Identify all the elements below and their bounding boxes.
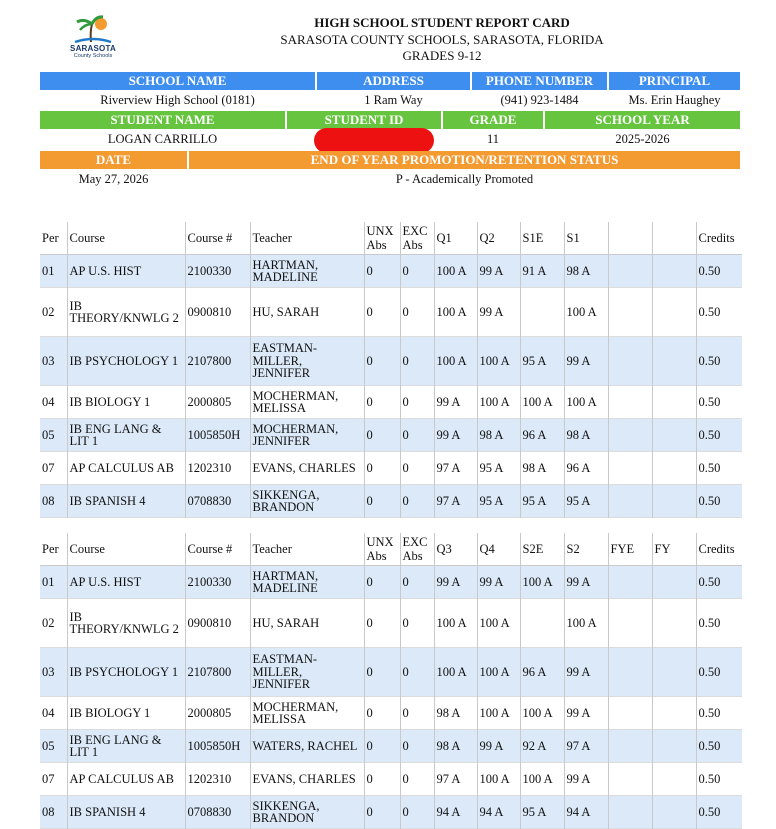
cell-period: 04 bbox=[40, 697, 67, 730]
cell-excused-absences: 0 bbox=[400, 419, 434, 452]
cell-final bbox=[652, 697, 696, 730]
cell-teacher: HARTMAN, MADELINE bbox=[250, 566, 364, 599]
cell-excused-absences: 0 bbox=[400, 796, 434, 829]
cell-grade-2: 100 A bbox=[477, 386, 520, 419]
table-row bbox=[40, 599, 742, 648]
cell-final-exam bbox=[608, 599, 652, 648]
cell-grade-2: 95 A bbox=[477, 485, 520, 518]
cell-teacher: HU, SARAH bbox=[250, 288, 364, 337]
column-header-final-exam: FYE bbox=[608, 533, 652, 566]
cell-period: 03 bbox=[40, 648, 67, 697]
table-row bbox=[40, 697, 742, 730]
cell-semester: 100 A bbox=[564, 386, 608, 419]
cell-grade-1: 99 A bbox=[434, 419, 477, 452]
cell-course: IB THEORY/KNWLG 2 bbox=[67, 288, 185, 337]
cell-final-exam bbox=[608, 648, 652, 697]
cell-excused-absences: 0 bbox=[400, 452, 434, 485]
cell-course: IB PSYCHOLOGY 1 bbox=[67, 337, 185, 386]
column-header-semester: S1 bbox=[564, 222, 608, 255]
cell-semester: 97 A bbox=[564, 730, 608, 763]
column-header-period: Per bbox=[40, 222, 67, 255]
table-header-row bbox=[40, 533, 742, 566]
cell-course: AP U.S. HIST bbox=[67, 566, 185, 599]
cell-grade-1: 97 A bbox=[434, 763, 477, 796]
student-name: LOGAN CARRILLO bbox=[107, 132, 218, 146]
cell-period: 08 bbox=[40, 485, 67, 518]
cell-course-number: 2000805 bbox=[185, 386, 250, 419]
cell-final-exam bbox=[608, 386, 652, 419]
cell-unexcused-absences: 0 bbox=[364, 697, 400, 730]
cell-period: 08 bbox=[40, 796, 67, 829]
table-row bbox=[40, 566, 742, 599]
cell-period: 02 bbox=[40, 599, 67, 648]
address: 1 Ram Way bbox=[364, 93, 423, 107]
cell-exam: 95 A bbox=[520, 485, 564, 518]
cell-grade-1: 98 A bbox=[434, 697, 477, 730]
cell-teacher: EASTMAN-MILLER, JENNIFER bbox=[250, 648, 364, 697]
cell-excused-absences: 0 bbox=[400, 730, 434, 763]
cell-period: 05 bbox=[40, 419, 67, 452]
cell-final bbox=[652, 386, 696, 419]
column-header-excused-absences: EXC Abs bbox=[400, 533, 434, 566]
cell-grade-1: 100 A bbox=[434, 599, 477, 648]
cell-excused-absences: 0 bbox=[400, 697, 434, 730]
phone: (941) 923-1484 bbox=[500, 93, 579, 107]
cell-unexcused-absences: 0 bbox=[364, 288, 400, 337]
cell-credits: 0.50 bbox=[696, 419, 742, 452]
cell-course-number: 1202310 bbox=[185, 452, 250, 485]
cell-teacher: SIKKENGA, BRANDON bbox=[250, 485, 364, 518]
cell-excused-absences: 0 bbox=[400, 566, 434, 599]
cell-course-number: 1005850H bbox=[185, 419, 250, 452]
cell-course: IB BIOLOGY 1 bbox=[67, 386, 185, 419]
cell-final bbox=[652, 566, 696, 599]
cell-unexcused-absences: 0 bbox=[364, 599, 400, 648]
cell-grade-1: 100 A bbox=[434, 648, 477, 697]
column-header-teacher: Teacher bbox=[250, 222, 364, 255]
cell-course-number: 0900810 bbox=[185, 599, 250, 648]
cell-teacher: EVANS, CHARLES bbox=[250, 452, 364, 485]
cell-period: 05 bbox=[40, 730, 67, 763]
cell-exam: 100 A bbox=[520, 386, 564, 419]
semester-1-grades-table bbox=[40, 222, 742, 518]
cell-grade-1: 97 A bbox=[434, 485, 477, 518]
cell-final bbox=[652, 255, 696, 288]
district-logo bbox=[63, 14, 123, 64]
cell-grade-2: 99 A bbox=[477, 255, 520, 288]
column-header-final bbox=[652, 222, 696, 255]
cell-credits: 0.50 bbox=[696, 566, 742, 599]
cell-credits: 0.50 bbox=[696, 386, 742, 419]
cell-semester: 99 A bbox=[564, 697, 608, 730]
cell-credits: 0.50 bbox=[696, 730, 742, 763]
cell-final bbox=[652, 730, 696, 763]
cell-final-exam bbox=[608, 485, 652, 518]
grade-range: GRADES 9-12 bbox=[402, 48, 482, 63]
cell-credits: 0.50 bbox=[696, 255, 742, 288]
cell-excused-absences: 0 bbox=[400, 763, 434, 796]
cell-period: 02 bbox=[40, 288, 67, 337]
cell-period: 01 bbox=[40, 566, 67, 599]
report-title: HIGH SCHOOL STUDENT REPORT CARD bbox=[314, 15, 570, 30]
table-row bbox=[40, 337, 742, 386]
column-header-course: Course bbox=[67, 533, 185, 566]
cell-semester: 99 A bbox=[564, 763, 608, 796]
cell-semester: 99 A bbox=[564, 648, 608, 697]
cell-exam: 100 A bbox=[520, 566, 564, 599]
cell-course-number: 1005850H bbox=[185, 730, 250, 763]
school-name-label: SCHOOL NAME bbox=[40, 72, 315, 90]
column-header-grade-2: Q4 bbox=[477, 533, 520, 566]
redaction-mark bbox=[314, 128, 434, 153]
cell-course: IB ENG LANG & LIT 1 bbox=[67, 419, 185, 452]
cell-course: AP CALCULUS AB bbox=[67, 452, 185, 485]
cell-credits: 0.50 bbox=[696, 599, 742, 648]
cell-course-number: 0708830 bbox=[185, 485, 250, 518]
date-label: DATE bbox=[40, 151, 187, 169]
logo-line1: SARASOTA bbox=[70, 44, 116, 53]
cell-teacher: MOCHERMAN, MELISSA bbox=[250, 386, 364, 419]
column-header-semester: S2 bbox=[564, 533, 608, 566]
cell-credits: 0.50 bbox=[696, 485, 742, 518]
cell-teacher: EASTMAN-MILLER, JENNIFER bbox=[250, 337, 364, 386]
cell-unexcused-absences: 0 bbox=[364, 566, 400, 599]
table-row bbox=[40, 648, 742, 697]
school-name: Riverview High School (0181) bbox=[100, 93, 255, 107]
cell-final bbox=[652, 763, 696, 796]
cell-credits: 0.50 bbox=[696, 796, 742, 829]
cell-course-number: 2107800 bbox=[185, 337, 250, 386]
cell-final-exam bbox=[608, 730, 652, 763]
status: P - Academically Promoted bbox=[395, 172, 534, 186]
principal: Ms. Erin Haughey bbox=[628, 93, 721, 107]
column-header-unexcused-absences: UNX Abs bbox=[364, 533, 400, 566]
column-header-period: Per bbox=[40, 533, 67, 566]
cell-teacher: HU, SARAH bbox=[250, 599, 364, 648]
column-header-exam: S1E bbox=[520, 222, 564, 255]
cell-final-exam bbox=[608, 255, 652, 288]
cell-excused-absences: 0 bbox=[400, 599, 434, 648]
cell-teacher: EVANS, CHARLES bbox=[250, 763, 364, 796]
cell-excused-absences: 0 bbox=[400, 288, 434, 337]
student-name-label: STUDENT NAME bbox=[40, 111, 285, 129]
column-header-credits: Credits bbox=[696, 222, 742, 255]
cell-grade-2: 99 A bbox=[477, 566, 520, 599]
cell-grade-2: 100 A bbox=[477, 648, 520, 697]
student-id-label: STUDENT ID bbox=[287, 111, 441, 129]
date: May 27, 2026 bbox=[78, 172, 149, 186]
cell-grade-1: 99 A bbox=[434, 566, 477, 599]
cell-semester: 95 A bbox=[564, 485, 608, 518]
cell-excused-absences: 0 bbox=[400, 648, 434, 697]
cell-grade-2: 99 A bbox=[477, 288, 520, 337]
cell-course: AP CALCULUS AB bbox=[67, 763, 185, 796]
cell-semester: 94 A bbox=[564, 796, 608, 829]
cell-unexcused-absences: 0 bbox=[364, 419, 400, 452]
cell-credits: 0.50 bbox=[696, 337, 742, 386]
cell-period: 07 bbox=[40, 452, 67, 485]
cell-final-exam bbox=[608, 763, 652, 796]
cell-final-exam bbox=[608, 452, 652, 485]
cell-final bbox=[652, 485, 696, 518]
cell-period: 03 bbox=[40, 337, 67, 386]
district-name: SARASOTA COUNTY SCHOOLS, SARASOTA, FLORIDA bbox=[280, 32, 604, 47]
cell-exam: 100 A bbox=[520, 763, 564, 796]
cell-teacher: MOCHERMAN, MELISSA bbox=[250, 697, 364, 730]
table-row bbox=[40, 452, 742, 485]
cell-course-number: 2100330 bbox=[185, 566, 250, 599]
cell-grade-1: 94 A bbox=[434, 796, 477, 829]
cell-course-number: 2000805 bbox=[185, 697, 250, 730]
cell-course-number: 0900810 bbox=[185, 288, 250, 337]
column-header-final: FY bbox=[652, 533, 696, 566]
cell-grade-1: 98 A bbox=[434, 730, 477, 763]
cell-excused-absences: 0 bbox=[400, 337, 434, 386]
cell-course: IB PSYCHOLOGY 1 bbox=[67, 648, 185, 697]
cell-exam: 100 A bbox=[520, 697, 564, 730]
cell-grade-1: 100 A bbox=[434, 288, 477, 337]
table-row bbox=[40, 485, 742, 518]
cell-grade-1: 97 A bbox=[434, 452, 477, 485]
cell-unexcused-absences: 0 bbox=[364, 763, 400, 796]
table-row bbox=[40, 288, 742, 337]
cell-unexcused-absences: 0 bbox=[364, 452, 400, 485]
cell-teacher: WATERS, RACHEL bbox=[250, 730, 364, 763]
table-row bbox=[40, 796, 742, 829]
cell-grade-2: 99 A bbox=[477, 730, 520, 763]
status-header bbox=[40, 151, 740, 169]
cell-grade-2: 95 A bbox=[477, 452, 520, 485]
cell-excused-absences: 0 bbox=[400, 386, 434, 419]
column-header-teacher: Teacher bbox=[250, 533, 364, 566]
cell-semester: 100 A bbox=[564, 288, 608, 337]
cell-final bbox=[652, 419, 696, 452]
grade: 11 bbox=[486, 132, 500, 146]
cell-excused-absences: 0 bbox=[400, 255, 434, 288]
cell-final-exam bbox=[608, 337, 652, 386]
cell-excused-absences: 0 bbox=[400, 485, 434, 518]
cell-semester: 96 A bbox=[564, 452, 608, 485]
cell-final-exam bbox=[608, 697, 652, 730]
column-header-grade-2: Q2 bbox=[477, 222, 520, 255]
cell-unexcused-absences: 0 bbox=[364, 386, 400, 419]
cell-credits: 0.50 bbox=[696, 452, 742, 485]
cell-semester: 98 A bbox=[564, 419, 608, 452]
cell-teacher: HARTMAN, MADELINE bbox=[250, 255, 364, 288]
cell-exam: 95 A bbox=[520, 796, 564, 829]
cell-exam: 95 A bbox=[520, 337, 564, 386]
cell-exam: 96 A bbox=[520, 419, 564, 452]
cell-course: IB THEORY/KNWLG 2 bbox=[67, 599, 185, 648]
palm-tree-icon bbox=[71, 14, 115, 44]
cell-final bbox=[652, 337, 696, 386]
column-header-excused-absences: EXC Abs bbox=[400, 222, 434, 255]
cell-final-exam bbox=[608, 419, 652, 452]
cell-teacher: MOCHERMAN, JENNIFER bbox=[250, 419, 364, 452]
cell-final-exam bbox=[608, 566, 652, 599]
cell-grade-1: 100 A bbox=[434, 255, 477, 288]
table-row bbox=[40, 763, 742, 796]
cell-course-number: 0708830 bbox=[185, 796, 250, 829]
cell-course-number: 2100330 bbox=[185, 255, 250, 288]
school-year-label: SCHOOL YEAR bbox=[545, 111, 740, 129]
column-header-unexcused-absences: UNX Abs bbox=[364, 222, 400, 255]
column-header-course: Course bbox=[67, 222, 185, 255]
cell-exam: 92 A bbox=[520, 730, 564, 763]
cell-exam: 96 A bbox=[520, 648, 564, 697]
column-header-course-number: Course # bbox=[185, 533, 250, 566]
school-year: 2025-2026 bbox=[615, 132, 670, 146]
cell-course: IB BIOLOGY 1 bbox=[67, 697, 185, 730]
cell-unexcused-absences: 0 bbox=[364, 730, 400, 763]
cell-semester: 99 A bbox=[564, 566, 608, 599]
cell-exam: 98 A bbox=[520, 452, 564, 485]
cell-course: IB ENG LANG & LIT 1 bbox=[67, 730, 185, 763]
cell-course: AP U.S. HIST bbox=[67, 255, 185, 288]
address-label: ADDRESS bbox=[317, 72, 470, 90]
cell-unexcused-absences: 0 bbox=[364, 648, 400, 697]
principal-label: PRINCIPAL bbox=[609, 72, 740, 90]
cell-final bbox=[652, 796, 696, 829]
cell-grade-2: 100 A bbox=[477, 697, 520, 730]
semester-2-grades-table bbox=[40, 533, 742, 829]
cell-unexcused-absences: 0 bbox=[364, 337, 400, 386]
cell-unexcused-absences: 0 bbox=[364, 255, 400, 288]
phone-label: PHONE NUMBER bbox=[472, 72, 607, 90]
cell-credits: 0.50 bbox=[696, 648, 742, 697]
table-row bbox=[40, 730, 742, 763]
cell-unexcused-absences: 0 bbox=[364, 796, 400, 829]
logo-line2: County Schools bbox=[73, 53, 113, 59]
cell-period: 04 bbox=[40, 386, 67, 419]
cell-credits: 0.50 bbox=[696, 697, 742, 730]
cell-course: IB SPANISH 4 bbox=[67, 796, 185, 829]
column-header-exam: S2E bbox=[520, 533, 564, 566]
column-header-final-exam bbox=[608, 222, 652, 255]
cell-grade-2: 100 A bbox=[477, 337, 520, 386]
table-header-row bbox=[40, 222, 742, 255]
cell-credits: 0.50 bbox=[696, 763, 742, 796]
cell-exam: 91 A bbox=[520, 255, 564, 288]
cell-grade-2: 100 A bbox=[477, 763, 520, 796]
cell-semester: 99 A bbox=[564, 337, 608, 386]
cell-grade-2: 100 A bbox=[477, 599, 520, 648]
column-header-course-number: Course # bbox=[185, 222, 250, 255]
school-info-header bbox=[40, 72, 740, 90]
cell-semester: 100 A bbox=[564, 599, 608, 648]
cell-semester: 98 A bbox=[564, 255, 608, 288]
cell-exam bbox=[520, 599, 564, 648]
table-row bbox=[40, 386, 742, 419]
cell-course: IB SPANISH 4 bbox=[67, 485, 185, 518]
cell-course-number: 1202310 bbox=[185, 763, 250, 796]
cell-final-exam bbox=[608, 288, 652, 337]
school-info-values bbox=[40, 91, 740, 110]
student-info-header bbox=[40, 111, 740, 129]
cell-period: 01 bbox=[40, 255, 67, 288]
column-header-grade-1: Q3 bbox=[434, 533, 477, 566]
cell-course-number: 2107800 bbox=[185, 648, 250, 697]
table-row bbox=[40, 419, 742, 452]
cell-exam bbox=[520, 288, 564, 337]
grade-label: GRADE bbox=[443, 111, 543, 129]
table-row bbox=[40, 255, 742, 288]
cell-final-exam bbox=[608, 796, 652, 829]
cell-unexcused-absences: 0 bbox=[364, 485, 400, 518]
cell-final bbox=[652, 452, 696, 485]
cell-grade-2: 98 A bbox=[477, 419, 520, 452]
cell-final bbox=[652, 288, 696, 337]
cell-period: 07 bbox=[40, 763, 67, 796]
cell-grade-1: 99 A bbox=[434, 386, 477, 419]
cell-grade-1: 100 A bbox=[434, 337, 477, 386]
cell-grade-2: 94 A bbox=[477, 796, 520, 829]
column-header-credits: Credits bbox=[696, 533, 742, 566]
status-label: END OF YEAR PROMOTION/RETENTION STATUS bbox=[189, 151, 740, 169]
cell-final bbox=[652, 648, 696, 697]
cell-final bbox=[652, 599, 696, 648]
status-values bbox=[40, 170, 740, 189]
cell-teacher: SIKKENGA, BRANDON bbox=[250, 796, 364, 829]
cell-credits: 0.50 bbox=[696, 288, 742, 337]
column-header-grade-1: Q1 bbox=[434, 222, 477, 255]
